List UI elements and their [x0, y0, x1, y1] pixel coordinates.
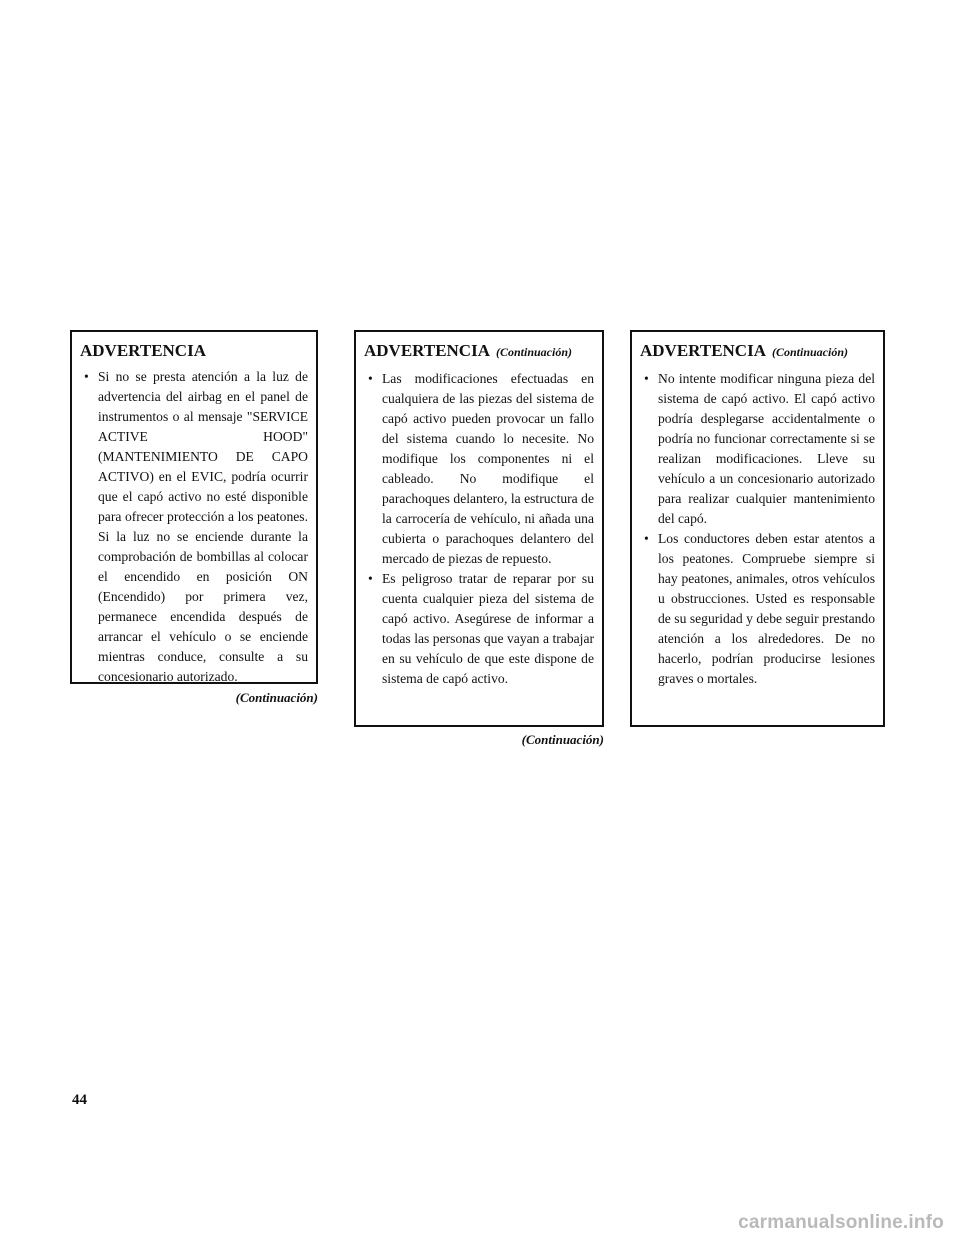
warning-heading: [364, 340, 594, 363]
warning-item: • Es peligroso tratar de reparar por su cuenta cualquier pieza del sistema de capó activo. Asegúrese de informar a todas las personas que vayan a trabajar en su vehículo de que este dispone de sistema de capó activo.: [364, 569, 594, 689]
warning-heading-text: ADVERTENCIA: [364, 341, 490, 360]
warning-box-3: [630, 330, 885, 727]
warning-item: • Si no se presta atención a la luz de advertencia del airbag en el panel de instrumentos o al mensaje "SERVICE ACTIVE HOOD" (MANTENIMIENTO DE CAPO ACTIVO) en el EVIC, podría ocurrir que el capó activo no esté disponible para ofrecer protección a los peatones. Si la luz no se enciende durante la comprobación de bombillas al colocar el encendido en posición ON (Encendido) por primera vez, permanece encendida después de arrancar el vehículo o se enciende mientras conduce, consulte a su concesionario autorizado.: [80, 367, 308, 687]
page-number: 44: [72, 1092, 87, 1108]
warning-heading: [640, 340, 875, 363]
warning-item: • No intente modificar ninguna pieza del sistema de capó activo. El capó activo podría desplegarse accidentalmente o podría no funcionar correctamente si se realizan modificaciones. Lleve su vehículo a un concesionario autorizado para realizar cualquier mantenimiento del capó.: [640, 369, 875, 529]
warning-item: • Las modificaciones efectuadas en cualquiera de las piezas del sistema de capó activo pueden provocar un fallo del sistema cuando lo necesite. No modifique los componentes ni el cableado. No modifique el parachoques delantero, la estructura de la carrocería de vehículo, ni añada una cubierta o parachoques delantero del mercado de piezas de repuesto.: [364, 369, 594, 569]
warning-list: [80, 367, 308, 687]
warning-heading-text: ADVERTENCIA: [80, 341, 206, 360]
warning-box-1: [70, 330, 318, 684]
watermark: carmanualsonline.info: [738, 1212, 944, 1233]
continuation-label: (Continuación): [521, 732, 604, 747]
warning-heading: [80, 340, 308, 361]
warning-continuation-tag: (Continuación): [495, 345, 573, 359]
warning-list: [640, 369, 875, 689]
warning-heading-text: ADVERTENCIA: [640, 341, 766, 360]
warning-item: • Los conductores deben estar atentos a los peatones. Compruebe siempre si hay peatones, animales, otros vehículos u obstrucciones. Usted es responsable de su seguridad y debe seguir prestando atención a los alrededores. De no hacerlo, podrían producirse lesiones graves o mortales.: [640, 529, 875, 689]
warning-list: [364, 369, 594, 689]
warning-box-2: [354, 330, 604, 727]
warning-continuation-tag: (Continuación): [771, 345, 849, 359]
continuation-label: (Continuación): [235, 690, 318, 705]
